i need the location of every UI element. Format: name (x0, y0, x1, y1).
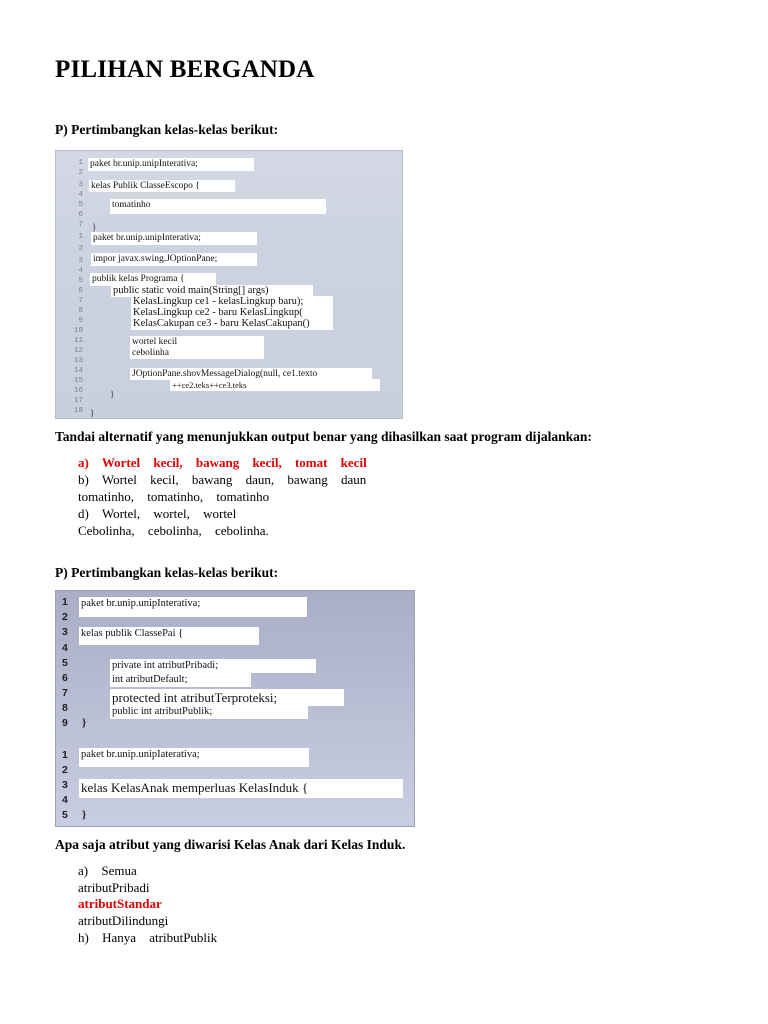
code-line: KelasLingkup ce2 - baru KelasLingkup( (131, 307, 333, 319)
code-line: public int atributPublik; (110, 705, 308, 719)
question-1-text: Tandai alternatif yang menunjukkan output benar yang dihasilkan saat program dijalankan: (55, 429, 592, 444)
option-c: tomatinho, tomatinho, tomatinho (78, 489, 270, 504)
code-line: ++ce2.teks++ce3.teks (170, 379, 380, 391)
line-number: 9 (78, 317, 83, 325)
line-number: 5 (78, 277, 83, 285)
line-number: 2 (62, 611, 68, 623)
line-number: 6 (78, 211, 83, 219)
line-number: 3 (78, 257, 83, 265)
line-number: 2 (78, 245, 83, 253)
line-number: 14 (73, 367, 83, 375)
line-number: 17 (73, 397, 83, 405)
code-line: protected int atributTerproteksi; (110, 689, 344, 706)
line-number: 15 (73, 377, 83, 385)
code-brace: } (110, 389, 115, 399)
code-screenshot-1 (55, 150, 403, 419)
line-number: 2 (62, 764, 68, 776)
code-brace: } (82, 717, 87, 729)
line-number: 13 (73, 357, 83, 365)
code-line: wortel kecil (130, 336, 264, 348)
line-number: 3 (62, 779, 68, 791)
code-line: int atributDefault; (110, 673, 251, 687)
line-number: 16 (73, 387, 83, 395)
question-1-prompt: P) Pertimbangkan kelas-kelas berikut: (55, 122, 279, 137)
line-number: 1 (62, 749, 68, 761)
line-number: 5 (78, 201, 83, 209)
option-e: h) Hanya atributPublik (78, 930, 218, 945)
line-number: 3 (62, 626, 68, 638)
code-line: paket br.unip.unipInterativa; (88, 158, 254, 171)
line-number: 4 (78, 191, 83, 199)
line-number: 1 (62, 596, 68, 608)
code-line: kelas publik ClassePai { (79, 627, 259, 645)
line-number: 1 (78, 159, 83, 167)
code-brace: } (82, 809, 87, 821)
line-number: 12 (73, 347, 83, 355)
line-number: 8 (62, 702, 68, 714)
code-line: KelasLingkup ce1 - kelasLingkup baru); (131, 296, 333, 308)
code-line: publik kelas Programa { (90, 273, 216, 286)
line-number: 4 (62, 794, 68, 806)
line-number: 5 (62, 809, 68, 821)
code-line: paket br.unip.unipInterativa; (79, 597, 307, 617)
code-line: kelas KelasAnak memperluas KelasInduk { (79, 779, 403, 798)
option-d: d) Wortel, wortel, wortel (78, 506, 237, 521)
option-b: b) Wortel kecil, bawang daun, bawang daun (78, 472, 367, 487)
code-line: impor javax.swing.JOptionPane; (91, 253, 257, 266)
code-line: tomatinho (110, 199, 326, 214)
code-line: public static void main(String[] args) (111, 285, 313, 297)
code-line: paket br.unip.unipInterativa; (91, 232, 257, 245)
line-number: 10 (73, 327, 83, 335)
line-number-gutter (56, 151, 86, 418)
question-2-text: Apa saja atribut yang diwarisi Kelas Anak dari Kelas Induk. (55, 837, 406, 852)
code-screenshot-2 (55, 590, 415, 827)
line-number: 7 (78, 221, 83, 229)
page-title: PILIHAN BERGANDA (55, 56, 315, 83)
line-number: 1 (78, 233, 83, 241)
option-e: Cebolinha, cebolinha, cebolinha. (78, 523, 269, 538)
code-brace: } (90, 408, 95, 418)
code-line: private int atributPribadi; (110, 659, 316, 673)
line-number: 7 (78, 297, 83, 305)
line-number: 4 (78, 267, 83, 275)
code-line: JOptionPane.shovMessageDialog(null, ce1.texto (130, 368, 372, 380)
line-number: 7 (62, 687, 68, 699)
question-2-prompt: P) Pertimbangkan kelas-kelas berikut: (55, 565, 279, 580)
option-a-correct: a) Wortel kecil, bawang kecil, tomat kecil (78, 455, 367, 470)
line-number-gutter (56, 591, 74, 826)
line-number: 5 (62, 657, 68, 669)
option-c-correct: atributStandar (78, 896, 162, 911)
line-number: 4 (62, 642, 68, 654)
line-number: 9 (62, 717, 68, 729)
line-number: 2 (78, 169, 83, 177)
option-d: atributDilindungi (78, 913, 169, 928)
code-line: KelasCakupan ce3 - baru KelasCakupan() (131, 318, 333, 330)
option-b: atributPribadi (78, 880, 150, 895)
line-number: 18 (73, 407, 83, 415)
line-number: 3 (78, 181, 83, 189)
option-a: a) Semua (78, 863, 137, 878)
line-number: 8 (78, 307, 83, 315)
line-number: 6 (78, 287, 83, 295)
line-number: 11 (73, 337, 83, 345)
code-brace: } (92, 222, 97, 232)
code-line: cebolinha (130, 347, 264, 359)
line-number: 6 (62, 672, 68, 684)
code-line: kelas Publik ClasseEscopo { (89, 180, 235, 192)
code-line: paket br.unip.unipIaterativa; (79, 748, 309, 767)
